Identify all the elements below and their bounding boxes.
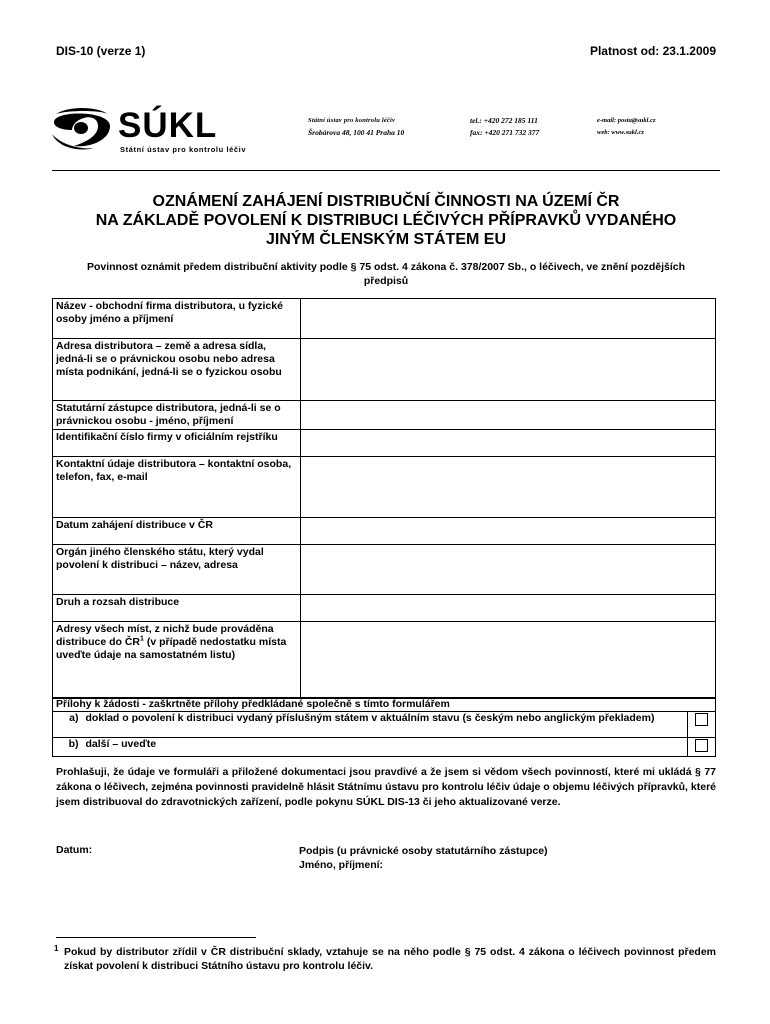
- form-label: Orgán jiného členského státu, který vydal povolení k distribuci – název, adresa: [53, 545, 301, 595]
- attachment-text: doklad o povolení k distribuci vydaný příslušným státem v aktuálním stavu (s českým nebo anglickým překladem): [83, 712, 688, 738]
- sukl-emblem-icon: [50, 104, 114, 152]
- contact-fax: fax: +420 271 732 377: [470, 128, 540, 137]
- contact-address: [308, 115, 404, 139]
- attachment-letter: b): [53, 738, 83, 757]
- contact-online: [597, 115, 656, 139]
- contact-street: Šrobárova 48, 100 41 Praha 10: [308, 128, 405, 137]
- form-row: [53, 401, 716, 430]
- logo-subtitle: Státní ústav pro kontrolu léčiv: [120, 145, 247, 154]
- form-row: [53, 339, 716, 401]
- form-row: [53, 457, 716, 518]
- form-label-part: (v případě nedostatku místa uveďte údaje na samostatném listu): [56, 636, 287, 661]
- date-label: Datum:: [56, 844, 93, 856]
- logo-name: SÚKL: [118, 106, 218, 145]
- form-label: Adresa distributora – země a adresa sídla, jedná-li se o právnickou osobu nebo adresa místa podnikání, jedná-li se o fyzickou osobu: [53, 339, 301, 401]
- form-input-distribution-scope[interactable]: [301, 595, 716, 622]
- signature-block: [299, 844, 548, 872]
- form-label: [53, 622, 301, 699]
- form-input-start-date[interactable]: [301, 518, 716, 545]
- contact-phone: [470, 115, 539, 139]
- title-line-2: NA ZÁKLADĚ POVOLENÍ K DISTRIBUCI LÉČIVÝCH PŘÍPRAVKŮ VYDANÉHO: [95, 212, 677, 229]
- validity-date: Platnost od: 23.1.2009: [589, 44, 716, 58]
- form-row: [53, 430, 716, 457]
- title-line-3: JINÝM ČLENSKÝM STÁTEM EU: [265, 231, 506, 248]
- form-input-issuing-authority[interactable]: [301, 545, 716, 595]
- attachment-a-checkbox[interactable]: [695, 713, 708, 726]
- form-label: Datum zahájení distribuce v ČR: [53, 518, 301, 545]
- form-row: [53, 545, 716, 595]
- header-divider: [52, 170, 720, 171]
- form-row: [53, 299, 716, 339]
- form-label: Druh a rozsah distribuce: [53, 595, 301, 622]
- title-line-1: OZNÁMENÍ ZAHÁJENÍ DISTRIBUČNÍ ČINNOSTI NA ÚZEMÍ ČR: [152, 193, 620, 210]
- form-row: [53, 622, 716, 699]
- declaration-text: Prohlašuji, že údaje ve formuláři a přiložené dokumentaci jsou pravdivé a že jsem si vědom všech povinností, které mi ukládá § 77 zákona o léčivech, zejména povinnosti pravidelně hlásit Státnímu ústavu pro kontrolu léčiv údaje o objemu léčivých přípravků, které jsem distribuoval do zdravotnických zařízení, podle pokynu SÚKL DIS-13 či jeho aktualizované verze.: [56, 766, 716, 808]
- attachments-table: [52, 697, 716, 757]
- form-input-statutory-representative[interactable]: [301, 401, 716, 430]
- name-label: Jméno, příjmení:: [299, 859, 384, 871]
- form-input-contact-details[interactable]: [301, 457, 716, 518]
- contact-tel: tel.: +420 272 185 111: [470, 116, 538, 125]
- form-input-distribution-sites[interactable]: [301, 622, 716, 699]
- footnote-ref: 1: [140, 635, 144, 643]
- attachments-heading: Přílohy k žádosti - zaškrtněte přílohy předkládané společně s tímto formulářem: [53, 698, 716, 712]
- attachment-checkbox-cell: [687, 712, 715, 738]
- form-row: [53, 518, 716, 545]
- footnote-text: Pokud by distributor zřídil v ČR distribuční sklady, vztahuje se na něho podle § 75 odst. 4 zákona o léčivech povinnost předem získat povolení k distribuci Státního ústavu pro kontrolu léčiv.: [64, 946, 716, 972]
- page-title: [52, 192, 720, 249]
- contact-web: web: www.sukl.cz: [597, 129, 644, 136]
- contact-institution: Státní ústav pro kontrolu léčiv: [308, 117, 396, 124]
- attachment-item: [53, 712, 716, 738]
- contact-email: e-mail: posta@sukl.cz: [597, 117, 656, 124]
- form-row: [53, 595, 716, 622]
- footnote-mark: 1: [54, 944, 59, 953]
- form-label: Kontaktní údaje distributora – kontaktní osoba, telefon, fax, e-mail: [53, 457, 301, 518]
- attachment-letter: a): [53, 712, 83, 738]
- form-table: [52, 298, 716, 699]
- attachment-item: [53, 738, 716, 757]
- form-label: Název - obchodní firma distributora, u fyzické osoby jméno a příjmení: [53, 299, 301, 339]
- attachment-b-checkbox[interactable]: [695, 739, 708, 752]
- form-input-company-id[interactable]: [301, 430, 716, 457]
- attachment-text: další – uveďte: [83, 738, 688, 757]
- sukl-logo: [50, 104, 250, 154]
- form-input-company-name[interactable]: [301, 299, 716, 339]
- signature-label: Podpis (u právnické osoby statutárního zástupce): [299, 845, 548, 857]
- form-label-part: Adresy všech míst, z nichž bude prováděna distribuce do ČR: [56, 623, 274, 648]
- attachment-checkbox-cell: [687, 738, 715, 757]
- form-label: Identifikační číslo firmy v oficiálním rejstříku: [53, 430, 301, 457]
- form-input-address[interactable]: [301, 339, 716, 401]
- footnote-divider: [56, 937, 256, 938]
- form-label: Statutární zástupce distributora, jedná-li se o právnickou osobu - jméno, příjmení: [53, 401, 301, 430]
- page-subtitle: Povinnost oznámit předem distribuční aktivity podle § 75 odst. 4 zákona č. 378/2007 Sb., o léčivech, ve znění pozdějších předpisů: [86, 261, 686, 287]
- form-code: DIS-10 (verze 1): [56, 44, 146, 58]
